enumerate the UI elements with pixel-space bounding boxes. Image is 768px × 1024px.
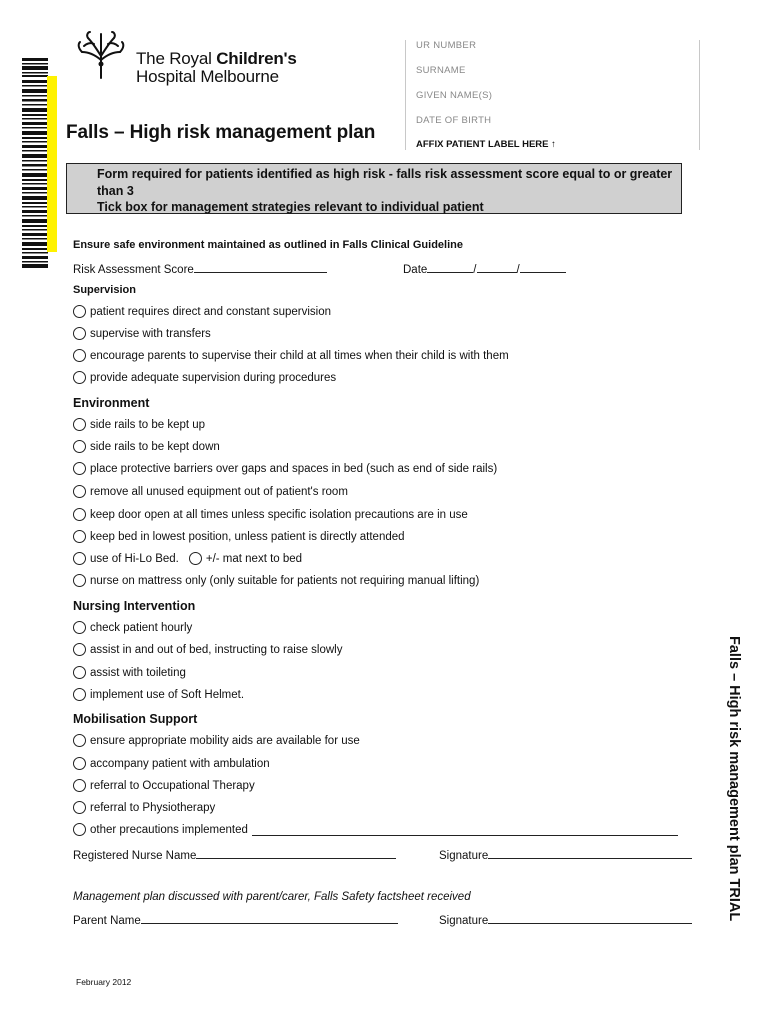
risk-score-field[interactable] — [194, 261, 327, 273]
checkbox[interactable] — [73, 305, 86, 318]
checkbox[interactable] — [73, 666, 86, 679]
checkbox[interactable] — [73, 823, 86, 836]
date-row — [403, 261, 566, 276]
logo-line2: Hospital Melbourne — [136, 67, 279, 86]
item-label: remove all unused equipment out of patient's room — [90, 485, 348, 498]
parent-signature-field[interactable] — [488, 912, 692, 924]
list-item[interactable] — [73, 485, 348, 498]
list-item[interactable] — [73, 371, 336, 384]
info-line-2: Tick box for management strategies relevant to individual patient — [97, 200, 484, 214]
list-item[interactable] — [73, 305, 331, 318]
logo-line1-bold: Children's — [216, 49, 297, 68]
checkbox[interactable] — [73, 530, 86, 543]
logo-line1-prefix: The Royal — [136, 49, 217, 68]
signature-label: Signature — [439, 850, 489, 862]
supervision-heading: Supervision — [73, 284, 136, 296]
item-label: encourage parents to supervise their child at all times when their child is with them — [90, 349, 509, 362]
rn-name-row — [73, 847, 396, 862]
list-item[interactable] — [73, 574, 479, 587]
list-item[interactable] — [73, 779, 255, 792]
rn-signature-row — [439, 847, 692, 862]
affix-label-text: AFFIX PATIENT LABEL HERE ↑ — [416, 139, 556, 150]
item-label: assist with toileting — [90, 666, 186, 679]
intro-text: Ensure safe environment maintained as outlined in Falls Clinical Guideline — [73, 239, 463, 251]
list-item[interactable] — [73, 552, 302, 565]
item-label: check patient hourly — [90, 621, 193, 634]
item-label: keep bed in lowest position, unless patient is directly attended — [90, 530, 405, 543]
hospital-name — [136, 50, 297, 86]
checkbox[interactable] — [73, 462, 86, 475]
date-year-field[interactable] — [520, 261, 566, 273]
date-sep-2: / — [516, 264, 520, 276]
checkbox[interactable] — [73, 801, 86, 814]
info-line-1: Form required for patients identified as high risk - falls risk assessment score equal to or greater than 3 — [97, 167, 673, 198]
list-item[interactable] — [73, 734, 360, 747]
list-item[interactable] — [73, 621, 192, 634]
parent-name-field[interactable] — [141, 912, 398, 924]
checkbox[interactable] — [73, 734, 86, 747]
checkbox[interactable] — [73, 688, 86, 701]
checkbox-mat[interactable] — [189, 552, 202, 565]
given-names-label: GIVEN NAME(S) — [416, 90, 493, 101]
item-label: side rails to be kept up — [90, 418, 206, 431]
checkbox[interactable] — [73, 440, 86, 453]
ur-number-label: UR NUMBER — [416, 40, 477, 51]
checkbox[interactable] — [73, 574, 86, 587]
list-item[interactable] — [73, 688, 244, 701]
barcode-marker — [47, 76, 57, 252]
rn-signature-field[interactable] — [488, 847, 692, 859]
info-box — [66, 163, 682, 214]
item-label: implement use of Soft Helmet. — [90, 688, 245, 701]
item-label: supervise with transfers — [90, 327, 211, 340]
page-title: Falls – High risk management plan — [66, 122, 376, 143]
list-item[interactable] — [73, 530, 405, 543]
dob-label: DATE OF BIRTH — [416, 115, 492, 126]
date-month-field[interactable] — [477, 261, 517, 273]
risk-score-label: Risk Assessment Score — [73, 264, 194, 276]
checkbox[interactable] — [73, 779, 86, 792]
risk-score-row — [73, 261, 327, 276]
checkbox[interactable] — [73, 371, 86, 384]
item-label: patient requires direct and constant supervision — [90, 305, 332, 318]
item-label: accompany patient with ambulation — [90, 757, 270, 770]
date-day-field[interactable] — [427, 261, 473, 273]
checkbox[interactable] — [73, 552, 86, 565]
other-precautions-field[interactable] — [252, 824, 678, 836]
list-item[interactable] — [73, 440, 220, 453]
patient-label-area — [405, 40, 700, 150]
management-note: Management plan discussed with parent/carer, Falls Safety factsheet received — [73, 891, 471, 903]
mobilisation-heading: Mobilisation Support — [73, 712, 198, 726]
environment-heading: Environment — [73, 396, 150, 410]
checkbox[interactable] — [73, 621, 86, 634]
list-item[interactable] — [73, 801, 215, 814]
item-label: use of Hi-Lo Bed. — [90, 552, 179, 565]
list-item[interactable] — [73, 327, 211, 340]
checkbox[interactable] — [73, 327, 86, 340]
checkbox[interactable] — [73, 508, 86, 521]
item-label: assist in and out of bed, instructing to raise slowly — [90, 643, 343, 656]
footer-date: February 2012 — [76, 977, 132, 987]
list-item[interactable] — [73, 418, 205, 431]
list-item[interactable] — [73, 823, 678, 836]
item-label: place protective barriers over gaps and spaces in bed (such as end of side rails) — [90, 462, 498, 475]
date-sep-1: / — [473, 264, 477, 276]
side-title: Falls – High risk management plan TRIAL — [726, 636, 742, 922]
checkbox[interactable] — [73, 757, 86, 770]
rn-name-field[interactable] — [196, 847, 396, 859]
item-label: provide adequate supervision during procedures — [90, 371, 337, 384]
list-item[interactable] — [73, 462, 497, 475]
signature-label: Signature — [439, 915, 489, 927]
item-label: nurse on mattress only (only suitable for patients not requiring manual lifting) — [90, 574, 480, 587]
barcode — [22, 58, 48, 268]
list-item[interactable] — [73, 508, 468, 521]
item-label: +/- mat next to bed — [205, 552, 303, 565]
checkbox[interactable] — [73, 643, 86, 656]
nursing-heading: Nursing Intervention — [73, 599, 196, 613]
date-label: Date — [403, 264, 428, 276]
checkbox[interactable] — [73, 349, 86, 362]
rn-name-label: Registered Nurse Name — [73, 850, 197, 862]
parent-name-row — [73, 912, 398, 927]
list-item[interactable] — [73, 757, 270, 770]
hospital-tree-logo-icon — [74, 30, 128, 80]
checkbox[interactable] — [73, 418, 86, 431]
item-label: referral to Occupational Therapy — [90, 779, 255, 792]
item-label: ensure appropriate mobility aids are available for use — [90, 734, 360, 747]
item-label: keep door open at all times unless specific isolation precautions are in use — [90, 508, 468, 521]
parent-signature-row — [439, 912, 692, 927]
surname-label: SURNAME — [416, 65, 466, 76]
list-item[interactable] — [73, 643, 343, 656]
list-item[interactable] — [73, 666, 186, 679]
parent-name-label: Parent Name — [73, 915, 141, 927]
list-item[interactable] — [73, 349, 509, 362]
item-label: other precautions implemented — [90, 823, 248, 836]
checkbox[interactable] — [73, 485, 86, 498]
item-label: side rails to be kept down — [90, 440, 220, 453]
item-label: referral to Physiotherapy — [90, 801, 216, 814]
